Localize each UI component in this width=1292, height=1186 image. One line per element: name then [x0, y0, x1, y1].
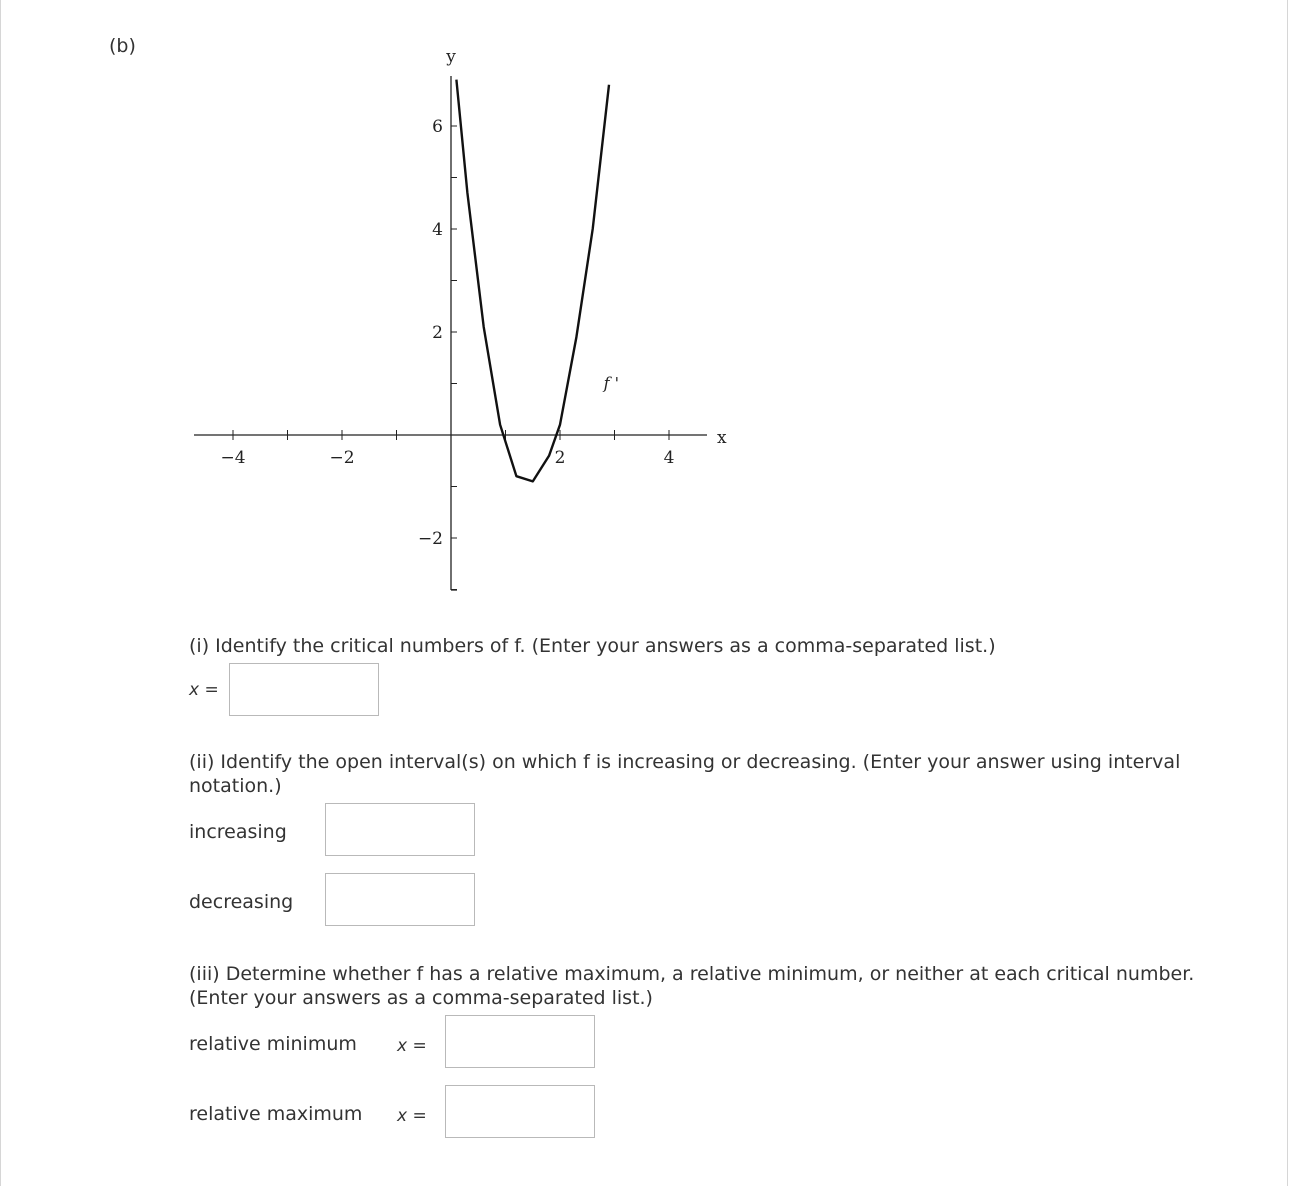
- y-tick-label: 6: [432, 117, 443, 137]
- decreasing-label: decreasing: [189, 891, 294, 913]
- relative-maximum-box: [445, 1085, 595, 1138]
- graph-curve: [456, 80, 609, 482]
- question-i-text: (i) Identify the critical numbers of f. (Enter your answers as a comma-separated list.): [189, 635, 996, 657]
- x-tick-label: −2: [329, 448, 355, 468]
- y-tick-label: 2: [432, 323, 443, 343]
- question-iii-text: (iii) Determine whether f has a relative maximum, a relative minimum, or neither at each critical number. (Enter your answers as a comma-separated list.): [189, 963, 1195, 1009]
- x-tick-label: 4: [663, 448, 675, 468]
- x-variable: x: [189, 680, 200, 700]
- relative-minimum-label: relative minimum: [189, 1033, 357, 1055]
- derivative-graph: [181, 40, 751, 600]
- curve-label: f ': [603, 373, 620, 393]
- x-variable: x: [397, 1106, 408, 1126]
- question-ii-text: (ii) Identify the open interval(s) on which f is increasing or decreasing. (Enter your answer using interval notation.): [189, 751, 1181, 797]
- increasing-input[interactable]: [326, 804, 474, 855]
- graph-labels: [220, 47, 727, 549]
- graph-axes: [194, 76, 707, 590]
- decreasing-input[interactable]: [326, 874, 474, 925]
- relative-minimum-box: [445, 1015, 595, 1068]
- y-tick-label: −2: [417, 529, 443, 549]
- relative-maximum-input[interactable]: [446, 1086, 594, 1137]
- x-tick-label: 2: [554, 448, 566, 468]
- equals-sign: =: [204, 680, 219, 700]
- critical-numbers-input[interactable]: [230, 664, 378, 715]
- f-prime-curve: [456, 80, 609, 482]
- part-label: (b): [109, 35, 136, 57]
- relative-maximum-label: relative maximum: [189, 1103, 363, 1125]
- x-tick-label: −4: [220, 448, 246, 468]
- y-axis-label: y: [446, 47, 456, 67]
- equals-sign: =: [412, 1036, 427, 1056]
- min-x-equals-label: [397, 1036, 427, 1056]
- x-variable: x: [397, 1036, 408, 1056]
- x-equals-label: [189, 680, 219, 700]
- decreasing-box: [325, 873, 475, 926]
- equals-sign: =: [412, 1106, 427, 1126]
- relative-minimum-input[interactable]: [446, 1016, 594, 1067]
- increasing-label: increasing: [189, 821, 287, 843]
- increasing-box: [325, 803, 475, 856]
- x-axis-label: x: [717, 428, 727, 448]
- max-x-equals-label: [397, 1106, 427, 1126]
- critical-numbers-box: [229, 663, 379, 716]
- y-tick-label: 4: [432, 220, 443, 240]
